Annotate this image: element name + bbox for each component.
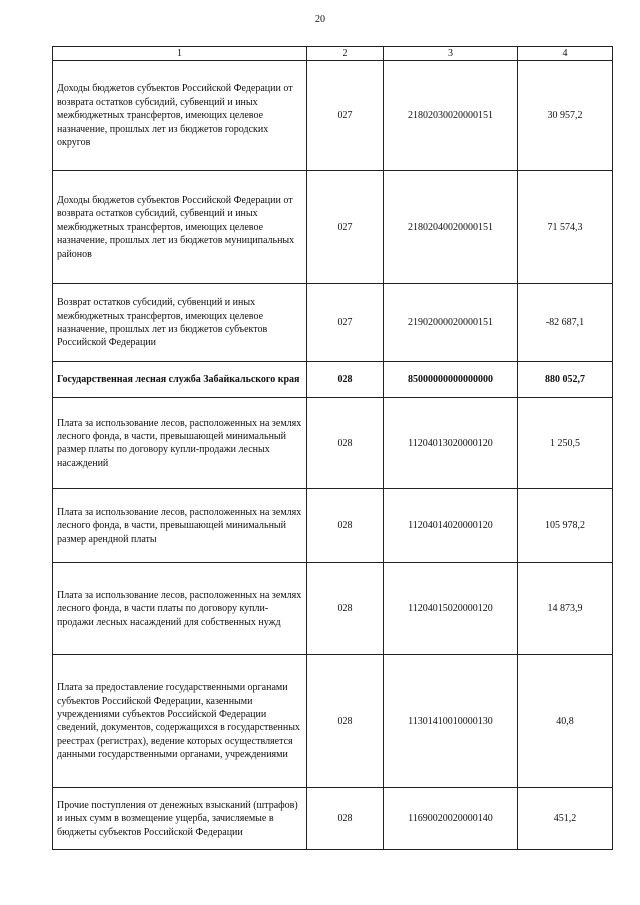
amount-cell: 14 873,9 — [518, 563, 613, 655]
admin-code-cell: 028 — [307, 788, 384, 850]
amount-cell: 40,8 — [518, 655, 613, 788]
admin-code-cell: 028 — [307, 362, 384, 398]
page-number: 20 — [315, 14, 325, 25]
revenue-table — [52, 46, 613, 850]
amount-cell: -82 687,1 — [518, 284, 613, 362]
table-header-row — [53, 47, 613, 61]
table-row — [53, 398, 613, 489]
budget-classification-code-cell: 11690020020000140 — [384, 788, 518, 850]
admin-code-cell: 028 — [307, 398, 384, 489]
revenue-name-cell: Плата за использование лесов, расположенных на землях лесного фонда, в части, превышающей минимальный размер платы по договору купли-продажи лесных насаждений — [53, 398, 307, 489]
amount-cell: 71 574,3 — [518, 171, 613, 284]
amount-cell: 105 978,2 — [518, 489, 613, 563]
budget-classification-code-cell: 21802030020000151 — [384, 61, 518, 171]
revenue-name-cell: Государственная лесная служба Забайкальского края — [53, 362, 307, 398]
revenue-name-cell: Прочие поступления от денежных взысканий (штрафов) и иных сумм в возмещение ущерба, зачисляемые в бюджеты субъектов Российской Федерации — [53, 788, 307, 850]
admin-code-cell: 027 — [307, 284, 384, 362]
budget-classification-code-cell: 11301410010000130 — [384, 655, 518, 788]
table-row — [53, 788, 613, 850]
amount-cell: 1 250,5 — [518, 398, 613, 489]
budget-classification-code-cell: 21902000020000151 — [384, 284, 518, 362]
table-row — [53, 655, 613, 788]
admin-code-cell: 028 — [307, 489, 384, 563]
revenue-name-cell: Плата за использование лесов, расположенных на землях лесного фонда, в части, превышающей минимальный размер арендной платы — [53, 489, 307, 563]
table-row — [53, 563, 613, 655]
budget-classification-code-cell: 85000000000000000 — [384, 362, 518, 398]
budget-classification-code-cell: 11204013020000120 — [384, 398, 518, 489]
revenue-name-cell: Доходы бюджетов субъектов Российской Федерации от возврата остатков субсидий, субвенций и иных межбюджетных трансфертов, имеющих целевое назначение, прошлых лет из бюджетов муниципальных районов — [53, 171, 307, 284]
admin-code-cell: 027 — [307, 61, 384, 171]
column-header-1: 1 — [53, 47, 307, 61]
budget-classification-code-cell: 21802040020000151 — [384, 171, 518, 284]
revenue-name-cell: Возврат остатков субсидий, субвенций и иных межбюджетных трансфертов, имеющих целевое назначение, прошлых лет из бюджетов субъектов Российской Федерации — [53, 284, 307, 362]
table-row — [53, 171, 613, 284]
amount-cell: 451,2 — [518, 788, 613, 850]
revenue-name-cell: Доходы бюджетов субъектов Российской Федерации от возврата остатков субсидий, субвенций и иных межбюджетных трансфертов, имеющих целевое назначение, прошлых лет из бюджетов городских округов — [53, 61, 307, 171]
admin-code-cell: 028 — [307, 563, 384, 655]
column-header-2: 2 — [307, 47, 384, 61]
amount-cell: 880 052,7 — [518, 362, 613, 398]
revenue-name-cell: Плата за использование лесов, расположенных на землях лесного фонда, в части платы по договору купли-продажи лесных насаждений для собственных нужд — [53, 563, 307, 655]
table-row — [53, 284, 613, 362]
column-header-4: 4 — [518, 47, 613, 61]
table-row — [53, 489, 613, 563]
table-row — [53, 362, 613, 398]
budget-classification-code-cell: 11204015020000120 — [384, 563, 518, 655]
revenue-name-cell: Плата за предоставление государственными органами субъектов Российской Федерации, казенными учреждениями субъектов Российской Федерации сведений, документов, содержащихся в государственных реестрах (регистрах), ведение которых осуществляется данными государственными органами, учреждениями — [53, 655, 307, 788]
admin-code-cell: 027 — [307, 171, 384, 284]
budget-classification-code-cell: 11204014020000120 — [384, 489, 518, 563]
admin-code-cell: 028 — [307, 655, 384, 788]
table-row — [53, 61, 613, 171]
amount-cell: 30 957,2 — [518, 61, 613, 171]
column-header-3: 3 — [384, 47, 518, 61]
